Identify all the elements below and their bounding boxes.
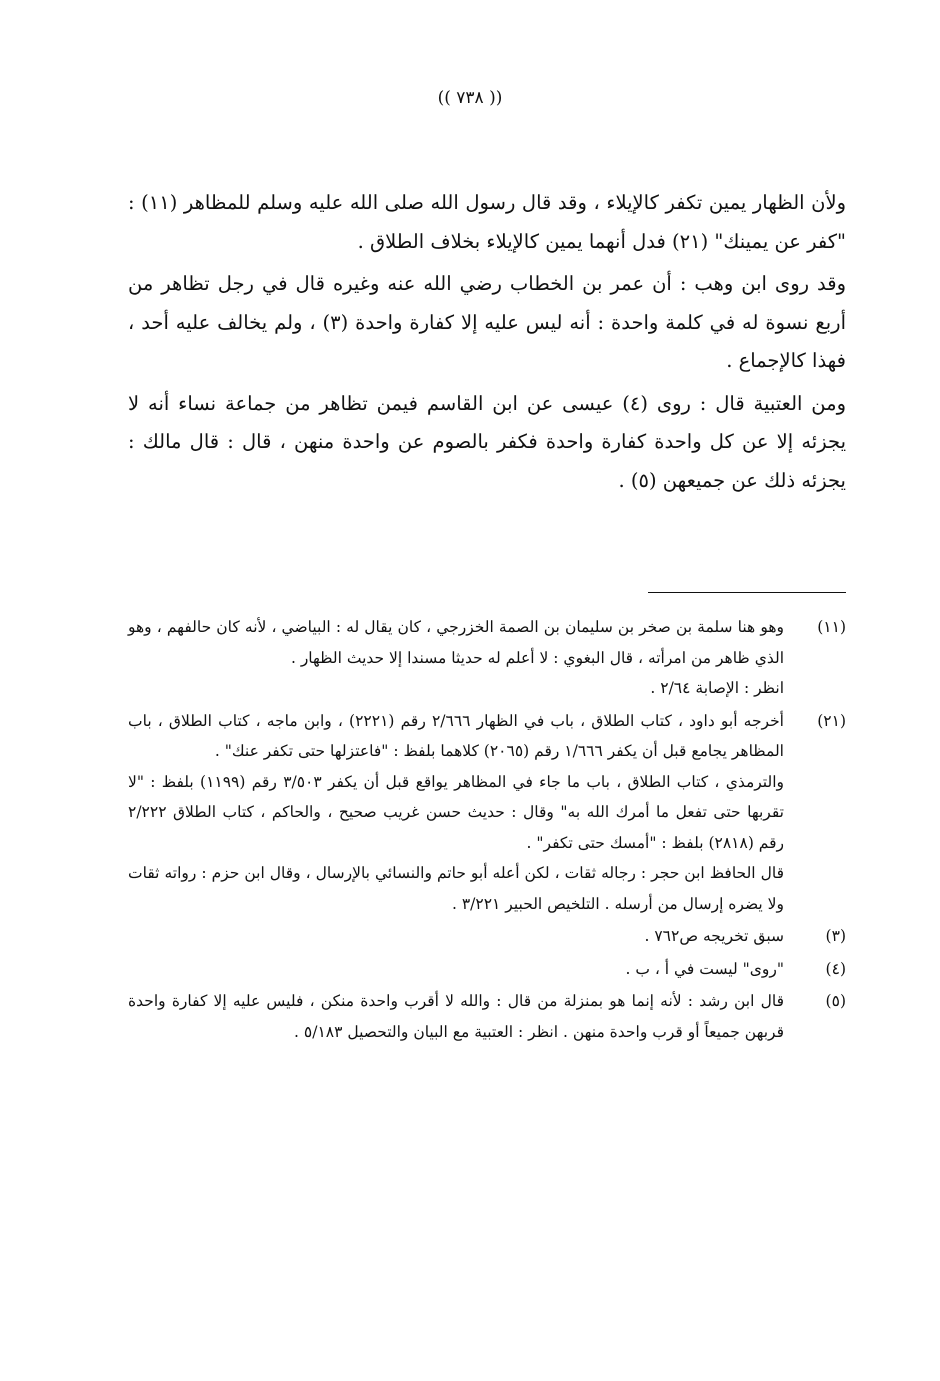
footnote-text: قال الحافظ ابن حجر : رجاله ثقات ، لكن أعله أبو حاتم والنسائي بالإرسال ، وقال ابن حزم : رواته ثقات ولا يضره إرسال من أرسله . التلخيص الحبير ٣/٢٢١ .: [128, 864, 784, 913]
footnote-text: "روى" ليست في أ ، ب .: [625, 959, 784, 978]
paragraph: وقد روى ابن وهب : أن عمر بن الخطاب رضي الله عنه وغيره قال في رجل تظاهر من أربع نسوة له في كلمة واحدة : أنه ليس عليه إلا كفارة واحدة (٣) ، ولم يخالف عليه أحد ، فهذا كالإجماع .: [128, 272, 846, 372]
footnotes: [128, 612, 846, 1049]
main-text: [128, 184, 846, 504]
footnote-text: وهو هنا سلمة بن صخر بن سليمان بن الصمة الخزرجي ، كان يقال له : البياضي ، لأنه كان حالفهم ، وهو الذي ظاهر من امرأته ، قال البغوي : لا أعلم له حديثا مسندا إلا حديث الظهار .: [128, 618, 784, 667]
footnote-number: (٢١): [817, 711, 846, 730]
footnote-number: (١١): [817, 618, 846, 636]
footnote-text: انظر : الإصابة ٢/٦٤ .: [650, 679, 784, 697]
footnote: [128, 921, 846, 952]
footnote-separator: [648, 592, 846, 593]
footnote-text: أخرجه أبو داود ، كتاب الطلاق ، باب في الظهار ٢/٦٦٦ رقم (٢٢٢١) ، وابن ماجه ، كتاب الطلاق ، باب المظاهر يجامع قبل أن يكفر ١/٦٦٦ رقم (٢٠٦٥) كلاهما بلفظ : "فاعتزلها حتى تكفر عنك" .: [128, 711, 784, 760]
footnote-number: (٥): [825, 992, 846, 1010]
footnote: [128, 954, 846, 985]
footnote-text: والترمذي ، كتاب الطلاق ، باب ما جاء في المظاهر يواقع قبل أن يكفر ٣/٥٠٣ رقم (١١٩٩) بلفظ : "لا تقربها حتى تفعل ما أمرك الله به" وقال : حديث حسن غريب صحيح ، والحاكم ، كتاب الطلاق ٢/٢٢٢ رقم (٢٨١٨) بلفظ : "أمسك حتى تكفر" .: [128, 772, 785, 852]
paragraph: ولأن الظهار يمين تكفر كالإيلاء ، وقد قال رسول الله صلى الله عليه وسلم للمظاهر (١١) : "كفر عن يمينك" (٢١) فدل أنهما يمين كالإيلاء بخلاف الطلاق .: [128, 191, 846, 253]
footnote-number: (٣): [825, 927, 846, 945]
footnote-text: قال ابن رشد : لأنه إنما هو بمنزلة من قال : والله لا أقرب واحدة منكن ، فليس عليه إلا كفارة واحدة قربهن جميعاً أو قرب واحدة منهن . انظر : العتبية مع البيان والتحصيل ٥/١٨٣ .: [128, 992, 784, 1041]
page-number: (( ٧٣٨ )): [437, 88, 503, 108]
footnote: [128, 986, 846, 1047]
footnote-text: سبق تخريجه ص٧٦٢ .: [644, 927, 784, 945]
footnote: [128, 706, 846, 920]
footnote-number: (٤): [825, 959, 846, 978]
paragraph: ومن العتبية قال : روى (٤) عيسى عن ابن القاسم فيمن تظاهر من جماعة نساء أنه لا يجزئه إلا عن كل واحدة كفارة واحدة فكفر بالصوم عن واحدة منهن ، قال : قال مالك : يجزئه ذلك عن جميعهن (٥) .: [128, 391, 847, 492]
footnote: [128, 612, 846, 704]
